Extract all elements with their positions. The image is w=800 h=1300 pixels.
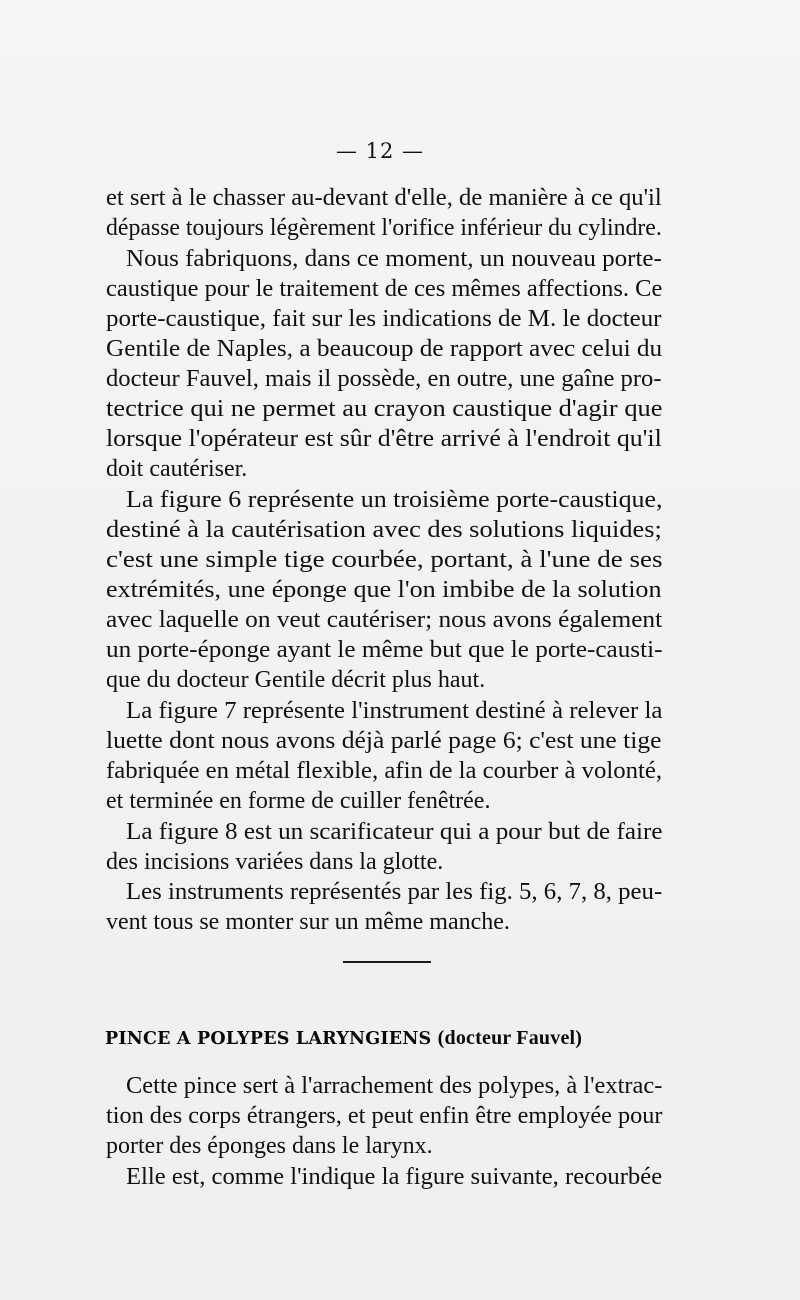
body-line: un porte-éponge ayant le même but que le porte-causti- — [106, 637, 663, 663]
body-line: que du docteur Gentile décrit plus haut. — [106, 667, 486, 693]
body-line: Gentile de Naples, a beaucoup de rapport avec celui du — [106, 336, 663, 362]
body-line: La figure 6 représente un troisième porte-caustique, — [126, 487, 663, 513]
body-line: luette dont nous avons déjà parlé page 6; c'est une tige — [106, 728, 662, 754]
body-line: et terminée en forme de cuiller fenêtrée. — [106, 788, 491, 814]
page-number: — 12 — — [335, 139, 425, 163]
body-line: La figure 8 est un scarificateur qui a pour but de faire — [126, 819, 663, 845]
body-line: vent tous se monter sur un même manche. — [106, 909, 510, 935]
body-line: tectrice qui ne permet au crayon caustique d'agir que — [106, 396, 663, 422]
body-line: et sert à le chasser au-devant d'elle, de manière à ce qu'il — [106, 185, 662, 211]
body-line: porte-caustique, fait sur les indications de M. le docteur — [106, 306, 662, 332]
body-line: extrémités, une éponge que l'on imbibe de la solution — [106, 577, 662, 603]
body-line: doit cautériser. — [106, 456, 248, 482]
body-line: destiné à la cautérisation avec des solutions liquides; — [106, 517, 662, 543]
section-line: porter des éponges dans le larynx. — [106, 1133, 433, 1159]
body-line: Les instruments représentés par les fig. 5, 6, 7, 8, peu- — [126, 879, 663, 905]
section-title-author: (docteur Fauvel) — [437, 1027, 583, 1049]
body-line: fabriquée en métal flexible, afin de la courber à volonté, — [106, 758, 663, 784]
body-line: c'est une simple tige courbée, portant, à l'une de ses — [106, 547, 663, 573]
body-line: caustique pour le traitement de ces mêmes affections. Ce — [106, 276, 663, 302]
section-line: Cette pince sert à l'arrachement des polypes, à l'extrac- — [126, 1073, 663, 1099]
body-line: docteur Fauvel, mais il possède, en outre, une gaîne pro- — [106, 366, 662, 392]
body-line: avec laquelle on veut cautériser; nous avons également — [106, 607, 663, 633]
body-line: lorsque l'opérateur est sûr d'être arrivé à l'endroit qu'il — [106, 426, 662, 452]
section-divider — [343, 961, 431, 963]
body-line: La figure 7 représente l'instrument destiné à relever la — [126, 698, 663, 724]
body-line: dépasse toujours légèrement l'orifice inférieur du cylindre. — [106, 215, 662, 241]
section-line: Elle est, comme l'indique la figure suivante, recourbée — [126, 1164, 663, 1190]
body-line: des incisions variées dans la glotte. — [106, 849, 444, 875]
section-line: tion des corps étrangers, et peut enfin être employée pour — [106, 1103, 663, 1129]
section-title: PINCE A POLYPES LARYNGIENS — [105, 1029, 432, 1049]
section-heading — [105, 1024, 662, 1053]
body-line: Nous fabriquons, dans ce moment, un nouveau porte- — [126, 246, 662, 272]
